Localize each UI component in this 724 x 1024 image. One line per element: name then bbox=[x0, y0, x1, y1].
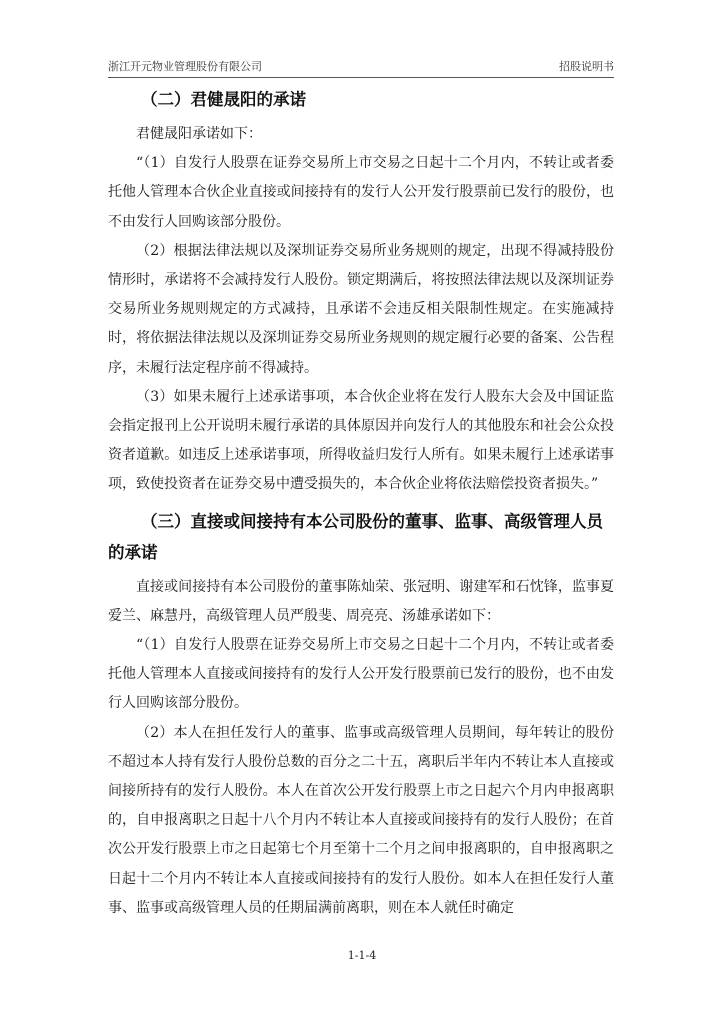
paragraph: 君健晟阳承诺如下： bbox=[136, 126, 262, 142]
section-heading-2: （二）君健晟阳的承诺 bbox=[141, 90, 306, 109]
header-company-name: 浙江开元物业管理股份有限公司 bbox=[108, 60, 262, 73]
paragraph: （2）根据法律法规以及深圳证券交易所业务规则的规定，出现不得减持股份情形时，承诺将不会减持发行人股份。锁定期满后，将按照法律法规以及深圳证券交易所业务规则规定的方式减持，且承诺不会违反相关限制性规定。在实施减持时，将依据法律法规以及深圳证券交易所业务规则的规定履行必要的备案、公告程序，未履行法定程序前不得减持。 bbox=[108, 242, 614, 376]
paragraph: “（1）自发行人股票在证券交易所上市交易之日起十二个月内，不转让或者委托他人管理本人直接或间接持有的发行人公开发行股票前已发行的股份，也不由发行人回购该部分股份。 bbox=[108, 637, 614, 712]
paragraph: “（1）自发行人股票在证券交易所上市交易之日起十二个月内，不转让或者委托他人管理本合伙企业直接或间接持有的发行人公开发行股票前已发行的股份，也不由发行人回购该部分股份。 bbox=[108, 155, 614, 230]
paragraph: （2）本人在担任发行人的董事、监事或高级管理人员期间，每年转让的股份不超过本人持有发行人股份总数的百分之二十五，离职后半年内不转让本人直接或间接所持有的发行人股份。本人在首次公开发行股票上市之日起六个月内申报离职的，自申报离职之日起十八个月内不转让本人直接或间接持有的发行人股份；在首次公开发行股票上市之日起第七个月至第十二个月之间申报离职的，自申报离职之日起十二个月内不转让本人直接或间接持有的发行人股份。如本人在担任发行人董事、监事或高级管理人员的任期届满前离职，则在本人就任时确定 bbox=[108, 724, 614, 916]
paragraph: （3）如果未履行上述承诺事项，本合伙企业将在发行人股东大会及中国证监会指定报刊上公开说明未履行承诺的具体原因并向发行人的其他股东和社会公众投资者道歉。如违反上述承诺事项，所得收益归发行人所有。如果未履行上述承诺事项，致使投资者在证券交易中遭受损失的，本合伙企业将依法赔偿投资者损失。” bbox=[108, 388, 614, 493]
section-heading-3-continued: 的承诺 bbox=[108, 542, 158, 562]
section-heading-3: （三）直接或间接持有本公司股份的董事、监事、高级管理人员 bbox=[141, 511, 603, 531]
page-number: 1-1-4 bbox=[347, 949, 377, 962]
header-document-type: 招股说明书 bbox=[559, 60, 614, 73]
page-header bbox=[108, 58, 614, 76]
paragraph: 直接或间接持有本公司股份的董事陈灿荣、张冠明、谢建军和石忱锋，监事夏爱兰、麻慧丹，高级管理人员严殷斐、周亮亮、汤雄承诺如下： bbox=[108, 578, 614, 624]
document-body bbox=[108, 84, 614, 923]
header-divider bbox=[108, 77, 614, 78]
